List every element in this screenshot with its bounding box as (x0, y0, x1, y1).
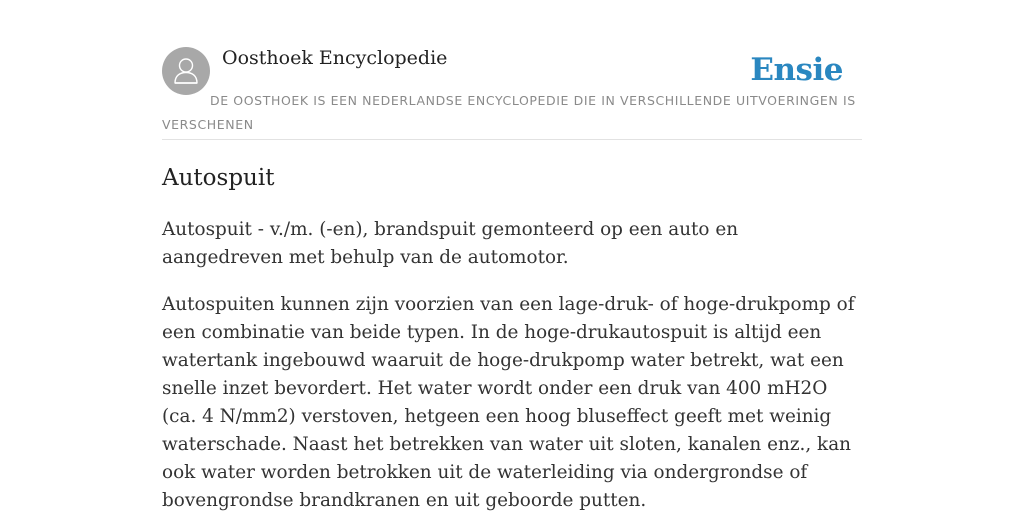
brand-logo[interactable]: Ensie (750, 52, 843, 88)
article-paragraph: Autospuit - v./m. (-en), brandspuit gemonteerd op een auto en aangedreven met behulp van de automotor. (162, 219, 739, 268)
user-icon (162, 47, 210, 95)
source-header (162, 0, 862, 140)
source-tagline: DE OOSTHOEK IS EEN NEDERLANDSE ENCYCLOPEDIE DIE IN VERSCHILLENDE UITVOERINGEN IS VERSCHENEN (162, 93, 856, 132)
article-title: Autospuit (162, 165, 275, 191)
article-paragraph: Autospuiten kunnen zijn voorzien van een lage-druk- of hoge-drukpomp of een combinatie van beide typen. In de hoge-drukautospuit is altijd een watertank ingebouwd waaruit de hoge-drukpomp water betrekt, wat een snelle inzet bevordert. Het water wordt onder een druk van 400 mH2O (ca. 4 N/mm2) verstoven, hetgeen een hoog bluseffect geeft met weinig waterschade. Naast het betrekken van water uit sloten, kanalen enz., kan ook water worden betrokken uit de waterleiding via ondergrondse of bovengrondse brandkranen en uit geboorde putten. (162, 294, 855, 511)
source-avatar[interactable] (162, 47, 210, 95)
source-title[interactable]: Oosthoek Encyclopedie (222, 47, 448, 69)
article (162, 160, 862, 512)
